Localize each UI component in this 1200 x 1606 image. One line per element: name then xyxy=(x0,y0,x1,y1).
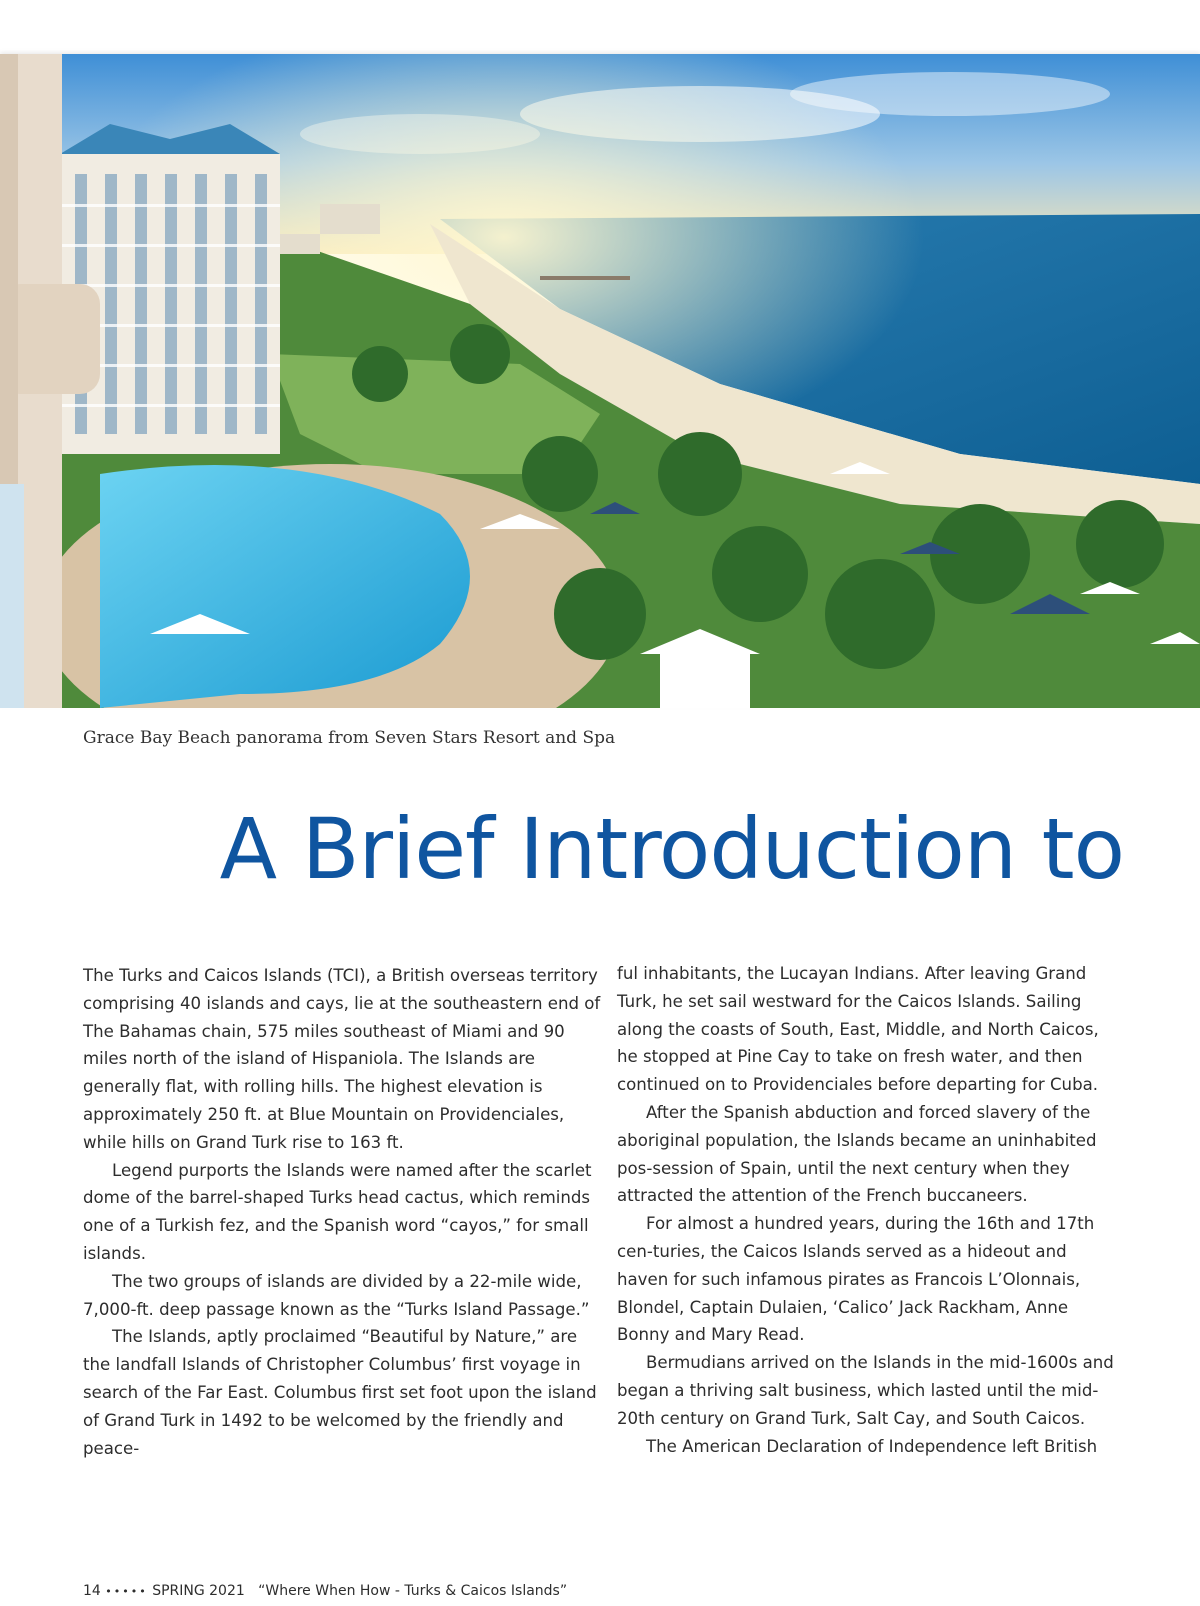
hero-photo xyxy=(0,54,1200,708)
paragraph: The two groups of islands are divided by a 22-mile wide, 7,000-ft. deep passage known as the “Turks Island Passage.” xyxy=(83,1271,590,1319)
paragraph: Legend purports the Islands were named after the scarlet dome of the barrel-shaped Turks head cactus, which reminds one of a Turkish fez, and the Spanish word “cayos,” for small islands. xyxy=(83,1160,592,1263)
paragraph: The American Declaration of Independence left British xyxy=(646,1436,1098,1456)
page-footer xyxy=(83,1583,567,1599)
article-headline: A Brief Introduction to xyxy=(219,800,1124,898)
photo-caption: Grace Bay Beach panorama from Seven Stars Resort and Spa xyxy=(83,728,616,748)
publication-name: “Where When How - Turks & Caicos Islands” xyxy=(258,1583,568,1599)
article-column-left xyxy=(83,962,603,1462)
issue-label: SPRING 2021 xyxy=(152,1583,245,1599)
paragraph: The Islands, aptly proclaimed “Beautiful by Nature,” are the landfall Islands of Christopher Columbus’ first voyage in search of the Far East. Columbus first set foot upon the island of Grand Turk in 1492 to be welcomed by the friendly and peace- xyxy=(83,1327,597,1458)
paragraph: The Turks and Caicos Islands (TCI), a British overseas territory comprising 40 islands and cays, lie at the southeastern end of The Bahamas chain, 575 miles southeast of Miami and 90 miles north of the island of Hispaniola. The Islands are generally flat, with rolling hills. The highest elevation is approximately 250 ft. at Blue Mountain on Providenciales, while hills on Grand Turk rise to 163 ft. xyxy=(83,966,601,1152)
paragraph: After the Spanish abduction and forced slavery of the aboriginal population, the Islands became an uninhabited pos-session of Spain, until the next century when they attracted the attention of the French buccaneers. xyxy=(617,1102,1097,1206)
footer-dots: ••••• xyxy=(105,1585,148,1598)
paragraph: Bermudians arrived on the Islands in the mid-1600s and began a thriving salt business, which lasted until the mid-20th century on Grand Turk, Salt Cay, and South Caicos. xyxy=(617,1353,1114,1428)
paragraph: ful inhabitants, the Lucayan Indians. After leaving Grand Turk, he set sail westward for the Caicos Islands. Sailing along the coasts of South, East, Middle, and North Caicos, he stopped at Pine Cay to take on fresh water, and then continued on to Providenciales before departing for Cuba. xyxy=(617,964,1099,1095)
grace-bay-panorama-image xyxy=(0,54,1200,708)
paragraph: For almost a hundred years, during the 16th and 17th cen-turies, the Caicos Islands served as a hideout and haven for such infamous pirates as Francois L’Olonnais, Blondel, Captain Dulaien, ‘Calico’ Jack Rackham, Anne Bonny and Mary Read. xyxy=(617,1214,1095,1345)
page-number: 14 xyxy=(83,1583,101,1599)
article-column-right xyxy=(617,960,1122,1460)
